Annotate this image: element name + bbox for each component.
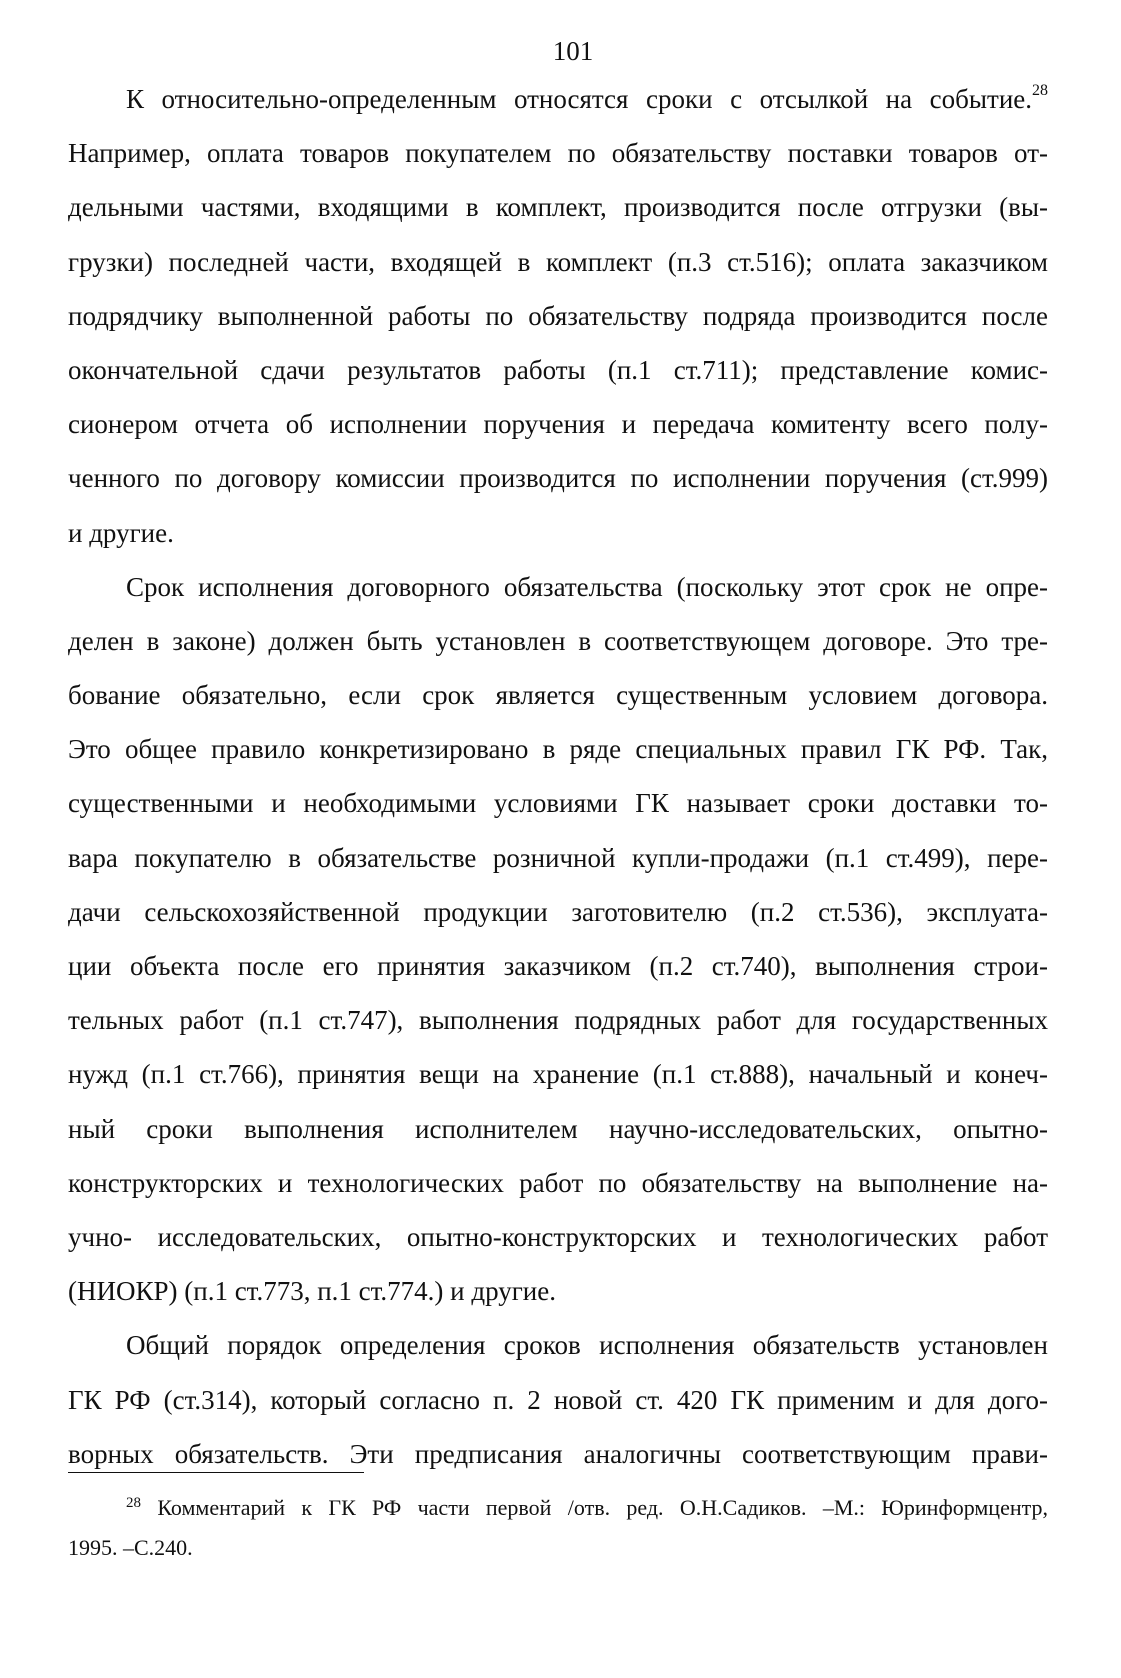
text-line: ворных обязательств. Эти предписания аналогичны соответствующим прави-: [68, 1438, 1048, 1469]
text-line: Срок исполнения договорного обязательства (поскольку этот срок не опре-: [126, 571, 1048, 602]
text-line: дельными частями, входящими в комплект, производится после отгрузки (вы-: [68, 192, 1048, 223]
text-line: дачи сельскохозяйственной продукции заготовителю (п.2 ст.536), эксплуата-: [68, 896, 1048, 927]
text-line-content: К относительно-определенным относятся сроки с отсылкой на событие.: [126, 84, 1032, 114]
footnote-marker: 28: [126, 1495, 141, 1511]
text-line: подрядчику выполненной работы по обязательству подряда производится после: [68, 300, 1048, 331]
text-line: сионером отчета об исполнении поручения и передача комитенту всего полу-: [68, 409, 1048, 440]
text-line: ции объекта после его принятия заказчиком (п.2 ст.740), выполнения строи-: [68, 951, 1048, 981]
paragraph: [68, 560, 1048, 1319]
text-line: бование обязательно, если срок является существенным условием договора.: [68, 680, 1048, 711]
footnote-line: [68, 1488, 1048, 1528]
text-line: конструкторских и технологических работ по обязательству на выполнение на-: [68, 1167, 1048, 1198]
text-line: существенными и необходимыми условиями ГК называет сроки доставки то-: [68, 788, 1048, 819]
text-line: ГК РФ (ст.314), который согласно п. 2 новой ст. 420 ГК применим и для дого-: [68, 1384, 1048, 1415]
page-content: [68, 30, 1048, 1481]
paragraph: [68, 72, 1048, 560]
text-line: тельных работ (п.1 ст.747), выполнения подрядных работ для государственных: [68, 1005, 1048, 1036]
text-line: ченного по договору комиссии производится по исполнении поручения (ст.999): [68, 463, 1048, 494]
footnote-line: 1995. –С.240.: [68, 1535, 193, 1560]
footnote-separator: [68, 1472, 364, 1473]
text-line: вара покупателю в обязательстве розничной купли-продажи (п.1 ст.499), пере-: [68, 842, 1048, 873]
text-line: ный сроки выполнения исполнителем научно-исследовательских, опытно-: [68, 1113, 1048, 1144]
text-line: нужд (п.1 ст.766), принятия вещи на хранение (п.1 ст.888), начальный и конеч-: [68, 1059, 1048, 1090]
paragraph: [68, 1318, 1048, 1481]
body-text: [68, 72, 1048, 1481]
text-line: [68, 72, 1048, 126]
text-line: делен в законе) должен быть установлен в соответствующем договоре. Это тре-: [68, 625, 1048, 656]
text-line: (НИОКР) (п.1 ст.773, п.1 ст.774.) и другие.: [68, 1276, 556, 1307]
text-line: Это общее правило конкретизировано в ряде специальных правил ГК РФ. Так,: [68, 734, 1048, 765]
text-line: окончательной сдачи результатов работы (п.1 ст.711); представление комис-: [68, 354, 1048, 385]
footnote: [68, 1488, 1048, 1568]
text-line: Общий порядок определения сроков исполнения обязательств установлен: [126, 1330, 1048, 1361]
text-line: Например, оплата товаров покупателем по обязательству поставки товаров от-: [68, 138, 1048, 169]
text-line: грузки) последней части, входящей в комплект (п.3 ст.516); оплата заказчиком: [68, 246, 1048, 277]
text-line: учно- исследовательских, опытно-конструкторских и технологических работ: [68, 1221, 1048, 1252]
footnote-text: Комментарий к ГК РФ части первой /отв. ред. О.Н.Садиков. –М.: Юринформцентр,: [157, 1495, 1048, 1520]
footnote-reference[interactable]: 28: [1032, 82, 1048, 99]
text-line: и другие.: [68, 517, 174, 548]
page-number: 101: [552, 36, 594, 66]
